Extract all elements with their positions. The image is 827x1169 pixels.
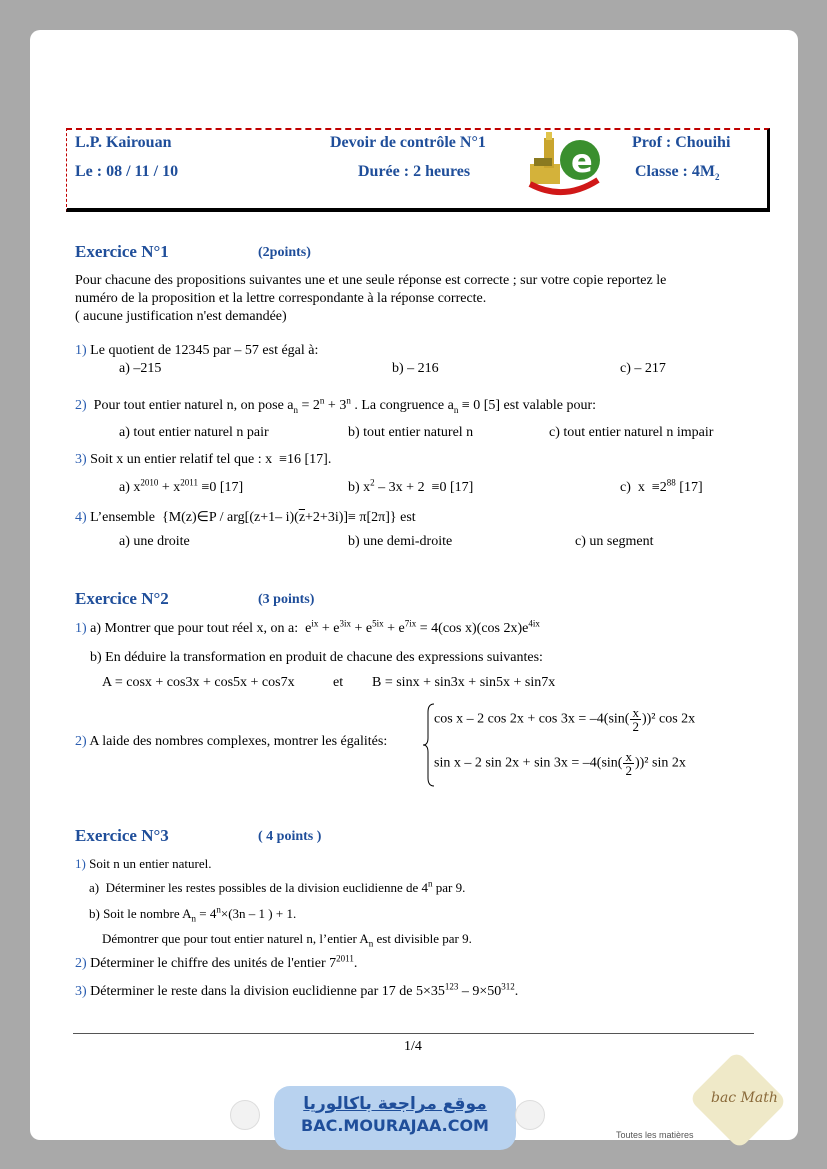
ex3-q2: 2) Déterminer le chiffre des unités de l'entier $7^{2011}$.: [75, 953, 358, 971]
footer-tagline: Toutes les matières: [616, 1130, 694, 1140]
ex3-q3: 3) Déterminer le reste dans la division euclidienne par 17 de $5\times 35^{123} - 9\times 50^{312}$.: [75, 981, 519, 999]
ex1-q3-c: c) $x \equiv 2^{88}$ [17]: [620, 477, 703, 495]
banner-site: BAC.MOURAJAA.COM: [301, 1116, 489, 1135]
ex3-q1b-2: Démontrer que pour tout entier naturel n, l’entier $A_n$ est divisible par 9.: [102, 931, 472, 949]
bac-math-text: bac Math: [711, 1090, 778, 1106]
ex2-exprB: B = sinx + sin3x + sin5x + sin7x: [372, 675, 556, 690]
ex1-q4-b: b) une demi-droite: [348, 534, 453, 549]
ex1-q4-c: c) un segment: [575, 534, 654, 549]
ex1-q1-c: c) – 217: [620, 361, 666, 376]
ex1-q4-a: a) une droite: [119, 534, 190, 549]
ex2-et: et: [333, 675, 344, 690]
ex2-eq1: cos x – 2 cos 2x + cos 3x = –4(sin( $\frac{x}{2}$ ))² cos 2x: [434, 705, 696, 734]
ex1-q1: 1) Le quotient de 12345 par – 57 est égal à:: [75, 343, 319, 358]
ex1-q3: 3) Soit x un entier relatif tel que : x ≡16 [17].: [75, 452, 332, 467]
site-banner[interactable]: [274, 1086, 516, 1150]
banner-arabic: موقع مراجعة باكالوريا: [303, 1094, 487, 1114]
ex3-q1a: a) Déterminer les restes possibles de la division euclidienne de 4$^n$ par 9.: [89, 878, 466, 895]
prof-name: Prof : Chouihi: [632, 134, 731, 151]
svg-text:e: e: [571, 142, 593, 180]
ex3-title: Exercice N°3: [75, 826, 169, 845]
ex2-exprA: A = cosx + cos3x + cos5x + cos7x: [102, 675, 295, 690]
page: [30, 30, 798, 1140]
ex3-q1b: b) Soit le nombre $A_n = 4^n\times(3n - 1$ ) + 1.: [89, 904, 297, 924]
school-name: L.P. Kairouan: [75, 134, 172, 151]
ex2-points: (3 points): [258, 592, 315, 607]
ex1-q1-a: a) –215: [119, 361, 162, 376]
class-label: Classe : $4M_2$: [635, 163, 720, 183]
ex1-q2: 2) Pour tout entier naturel n, on pose $a_n = 2^n + 3^n$ . La congruence $a_n \equiv 0$ [5] est valable pour:: [75, 395, 597, 415]
ex1-q2-a: a) tout entier naturel n pair: [119, 425, 269, 440]
ex2-title: Exercice N°2: [75, 589, 169, 608]
small-logo-right: [515, 1100, 545, 1130]
ex1-q4: 4) L’ensemble {M(z)∈P / arg[(z+1– $i)(\overline{z}+2+3i)]\equiv \pi[2\pi]$} est: [75, 510, 416, 525]
ex1-q3-b: b) $x^2 - 3x + 2 \equiv 0$ [17]: [348, 477, 474, 495]
school-logo: [524, 130, 604, 200]
exam-title: Devoir de contrôle N°1: [330, 134, 486, 151]
ex1-q1-b: b) – 216: [392, 361, 439, 376]
ex1-q2-c: c) tout entier naturel n impair: [549, 425, 714, 440]
ex2-eq2: sin x – 2 sin 2x + sin 3x = –4(sin( $\frac{x}{2}$ ))² sin 2x: [434, 749, 686, 778]
footer-rule: [73, 1033, 754, 1034]
ex1-title: Exercice N°1: [75, 242, 169, 261]
ex1-points: (2points): [258, 245, 311, 260]
small-logo-left: [230, 1100, 260, 1130]
page-number: 1/4: [404, 1039, 422, 1054]
ex2-q1b: b) En déduire la transformation en produit de chacune des expressions suivantes:: [90, 650, 543, 665]
ex1-q3-a: a) $x^{2010} + x^{2011} \equiv 0$ [17]: [119, 477, 244, 495]
exam-duration: Durée : 2 heures: [358, 163, 471, 180]
ex1-q2-b: b) tout entier naturel n: [348, 425, 474, 440]
ex3-points: ( 4 points ): [258, 829, 322, 844]
ex2-q2: 2) A laide des nombres complexes, montrer les égalités:: [75, 734, 388, 749]
ex2-q1a: 1) a) Montrer que pour tout réel x, on a: $e^{ix} + e^{3ix} + e^{5ix} + e^{7ix} = 4(\cos$ x)(cos $2x)e^{4ix}$: [75, 618, 540, 636]
ex3-q1: 1) Soit n un entier naturel.: [75, 856, 212, 871]
ex1-intro: Pour chacune des propositions suivantes une et une seule réponse est correcte ; sur votre copie reportez le numéro de la proposition et la lettre correspondante à la réponse correcte. ( aucune justification n'est demandée): [75, 273, 667, 324]
exam-date: Le : 08 / 11 / 10: [75, 163, 179, 180]
